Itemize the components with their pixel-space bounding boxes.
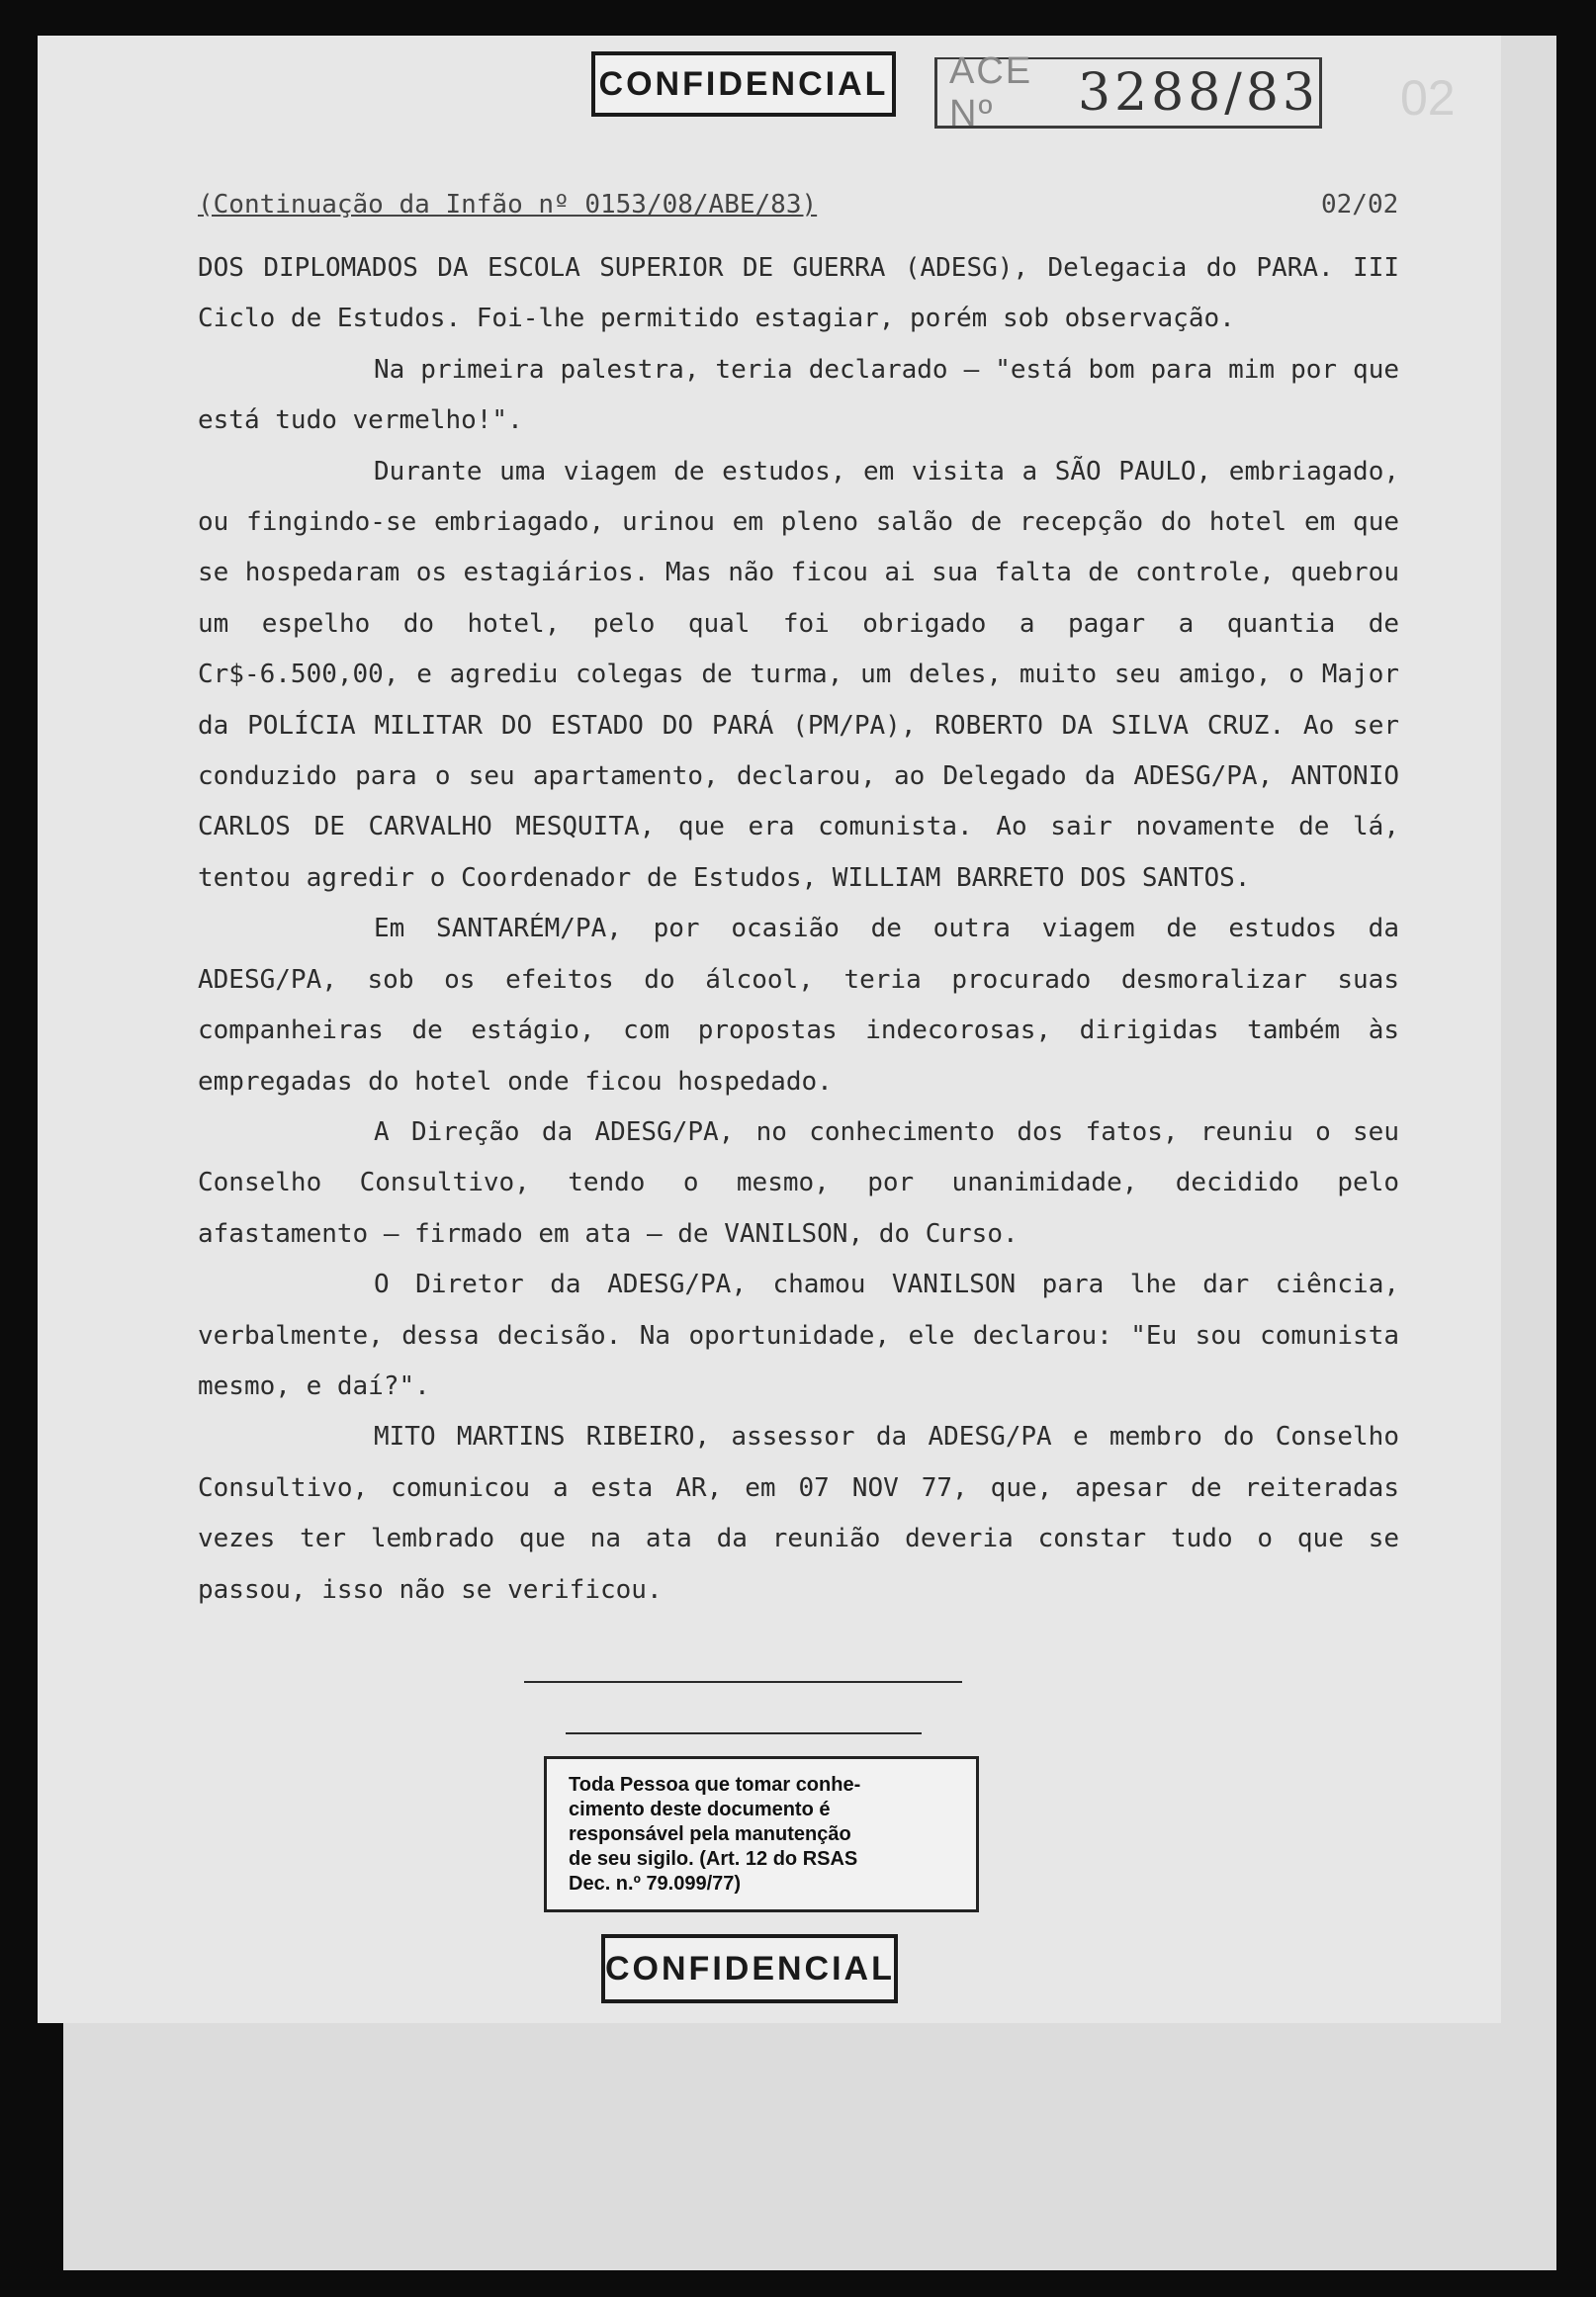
notice-line-5: Dec. n.º 79.099/77) <box>569 1873 742 1895</box>
confidential-stamp-bottom: CONFIDENCIAL <box>601 1934 898 2003</box>
notice-line-3: responsável pela manutenção <box>569 1823 851 1845</box>
page-number: 02/02 <box>1321 190 1399 220</box>
ace-number-box <box>934 49 1322 134</box>
paragraph-6: O Diretor da ADESG/PA, chamou VANILSON para lhe dar ciência, verbalmente, dessa decisão. Na oportunidade, ele declarou: "Eu sou comunista mesmo, e daí?". <box>198 1270 1399 1401</box>
document-reference: (Continuação da Infão nº 0153/08/ABE/83) <box>198 190 818 220</box>
corner-page-mark: 02 <box>1400 70 1456 126</box>
closing-rule-1 <box>524 1681 962 1683</box>
paragraph-5: A Direção da ADESG/PA, no conhecimento dos fatos, reuniu o seu Conselho Consultivo, tendo o mesmo, por unanimidade, decidido pelo afastamento — firmado em ata — de VANILSON, do Curso. <box>198 1116 1399 1249</box>
confidentiality-notice <box>544 1756 979 1912</box>
notice-line-4: de seu sigilo. (Art. 12 do RSAS <box>569 1848 858 1870</box>
document-body <box>198 243 1399 1616</box>
paragraph-4: Em SANTARÉM/PA, por ocasião de outra viagem de estudos da ADESG/PA, sob os efeitos do álcool, teria procurado desmoralizar suas companheiras de estágio, com propostas indecorosas, dirigidas também às empregadas do hotel onde ficou hospedado. <box>198 914 1399 1097</box>
paragraph-2: Na primeira palestra, teria declarado — "está bom para mim por que está tudo vermelho!". <box>198 354 1399 436</box>
notice-line-1: Toda Pessoa que tomar conhe- <box>569 1774 861 1796</box>
paragraph-1: DOS DIPLOMADOS DA ESCOLA SUPERIOR DE GUERRA (ADESG), Delegacia do PARA. III Ciclo de Estudos. Foi-lhe permitido estagiar, porém sob observação. <box>198 253 1399 334</box>
ace-label: ACE Nº <box>949 49 1033 134</box>
closing-rule-2 <box>566 1732 922 1734</box>
ace-number: 3288/83 <box>1077 62 1319 123</box>
notice-line-2: cimento deste documento é <box>569 1799 831 1820</box>
confidential-stamp-top: CONFIDENCIAL <box>591 51 896 117</box>
paragraph-3: Durante uma viagem de estudos, em visita a SÃO PAULO, embriagado, ou fingindo-se embriagado, urinou em pleno salão de recepção do hotel em que se hospedaram os estagiários. Mas não ficou ai sua falta de controle, quebrou um espelho do hotel, pelo qual foi obrigado a pagar a quantia de Cr$-6.500,00, e agrediu colegas de turma, um deles, muito seu amigo, o Major da POLÍCIA MILITAR DO ESTADO DO PARÁ (PM/PA), ROBERTO DA SILVA CRUZ. Ao ser conduzido para o seu apartamento, declarou, ao Delegado da ADESG/PA, ANTONIO CARLOS DE CARVALHO MESQUITA, que era comunista. Ao sair novamente de lá, tentou agredir o Coordenador de Estudos, WILLIAM BARRETO DOS SANTOS. <box>198 456 1399 893</box>
paragraph-7: MITO MARTINS RIBEIRO, assessor da ADESG/PA e membro do Conselho Consultivo, comunicou a esta AR, em 07 NOV 77, que, apesar de reiteradas vezes ter lembrado que na ata da reunião deveria constar tudo o que se passou, isso não se verificou. <box>198 1422 1399 1605</box>
